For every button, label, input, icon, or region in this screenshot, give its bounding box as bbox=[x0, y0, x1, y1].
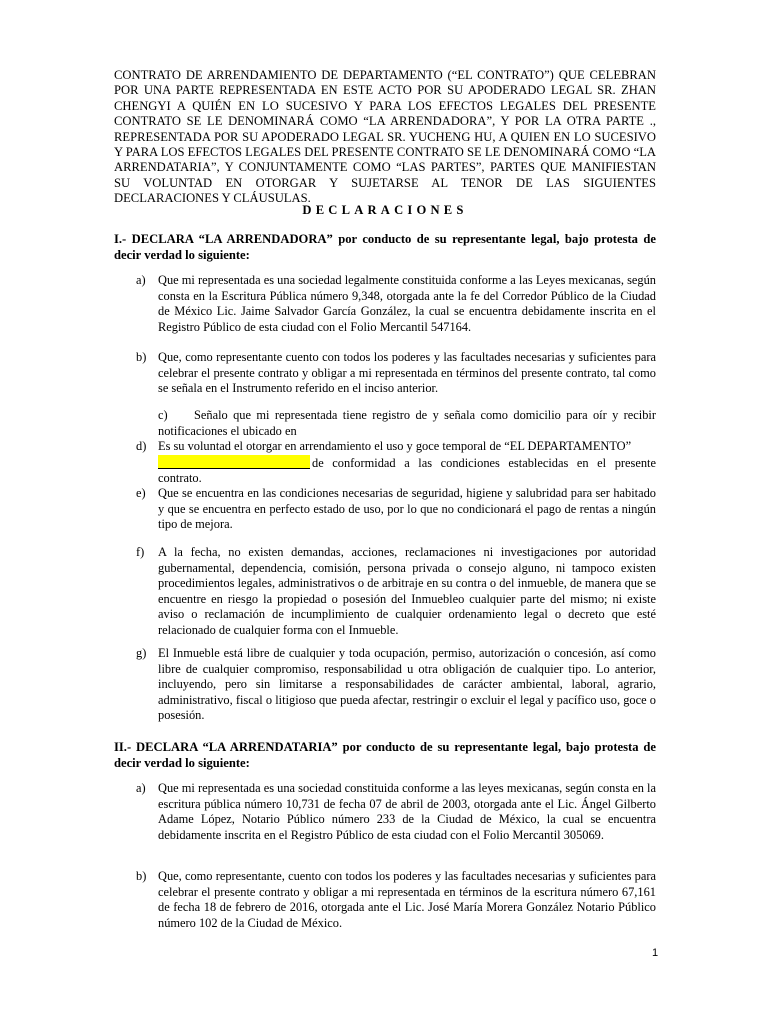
item-text: Que mi representada es una sociedad legalmente constituida conforme a las Leyes mexicanas, según consta en la Escritura Pública número 9,348, otorgada ante la fe del Corredor Público de la Ciudad de México Lic. Jaime Salvador García González, la cual se encuentra debidamente inscrita en el Registro Público de esta ciudad con el Folio Mercantil 547164. bbox=[158, 273, 656, 334]
item-label: c) bbox=[158, 408, 168, 422]
item-text: Que, como representante cuento con todos los poderes y las facultades necesarias y suficientes para celebrar el presente contrato y obligar a mi representada en términos del presente contrato, tal como se señala en el Instrumento referido en el inciso anterior. bbox=[158, 350, 656, 396]
item-text: Que mi representada es una sociedad constituida conforme a las leyes mexicanas, según consta en la escritura pública número 10,731 de fecha 07 de abril de 2003, otorgada ante el Lic. Ángel Gilberto Adame López, Notario Público número 233 de la Ciudad de México, la cual se encuentra debidamente inscrita en el Registro Público de esta ciudad con el Folio Mercantil 305069. bbox=[158, 781, 656, 842]
item-text: Que se encuentra en las condiciones necesarias de seguridad, higiene y salubridad para ser habitado y que se encuentra en perfecto estado de uso, por lo que no condicionará el pago de rentas a ningún tipo de mejora. bbox=[158, 486, 656, 532]
item-label: a) bbox=[136, 273, 146, 287]
item-label: d) bbox=[136, 439, 147, 453]
section-heading-arrendadora: I.- DECLARA “LA ARRENDADORA” por conducto de su representante legal, bajo protesta de decir verdad lo siguiente: bbox=[114, 232, 656, 262]
item-label: b) bbox=[136, 350, 147, 364]
item-text-before: Es su voluntad el otorgar en arrendamiento el uso y goce temporal de “EL DEPARTAMENTO” bbox=[158, 439, 632, 453]
item-label: a) bbox=[136, 781, 146, 795]
item-label: f) bbox=[136, 545, 145, 559]
section-title-declaraciones: DECLARACIONES bbox=[302, 203, 468, 217]
item-label: b) bbox=[136, 869, 147, 883]
item-text: Señalo que mi representada tiene registro de y señala como domicilio para oír y recibir notificaciones el ubicado en bbox=[158, 408, 656, 438]
item-text bbox=[158, 439, 656, 487]
item-label: g) bbox=[136, 646, 147, 660]
list-item bbox=[158, 408, 656, 439]
contract-intro-paragraph: CONTRATO DE ARRENDAMIENTO DE DEPARTAMENTO (“EL CONTRATO”) QUE CELEBRAN POR UNA PARTE REPRESENTADA EN ESTE ACTO POR SU APODERADO LEGAL SR. ZHAN CHENGYI A QUIÉN EN LO SUCESIVO Y PARA LOS EFECTOS LEGALES DEL PRESENTE CONTRATO SE LE DENOMINARÁ COMO “LA ARRENDADORA”, Y POR LA OTRA PARTE ., REPRESENTADA POR SU APODERADO LEGAL SR. YUCHENG HU, A QUIEN EN LO SUCESIVO Y PARA LOS EFECTOS LEGALES DEL PRESENTE CONTRATO SE LE DENOMINARÁ COMO “LA ARRENDATARIA”, Y CONJUNTAMENTE COMO “LAS PARTES”, PARTES QUE MANIFIESTAN SU VOLUNTAD EN OTORGAR Y SUJETARSE AL TENOR DE LAS SIGUIENTES DECLARACIONES Y CLÁUSULAS. bbox=[114, 68, 656, 206]
item-text: El Inmueble está libre de cualquier y toda ocupación, permiso, autorización o concesión, así como libre de cualquier compromiso, responsabilidad u otra obligación de cualquier tipo. Lo anterior, incluyendo, pero sin limitarse a responsabilidades de carácter ambiental, laboral, agrario, administrativo, fiscal o litigioso que pueda afectar, restringir o excluir el legal y pacífico uso, goce o posesión. bbox=[158, 646, 656, 723]
highlighted-blank-field bbox=[158, 455, 310, 469]
item-text: Que, como representante, cuento con todos los poderes y las facultades necesarias y suficientes para celebrar el presente contrato y obligar a mi representada en términos de la escritura número 67,161 de fecha 18 de febrero de 2016, otorgada ante el Lic. José María Morera González Notario Público número 102 de la Ciudad de México. bbox=[158, 869, 656, 930]
page-number: 1 bbox=[652, 947, 659, 959]
item-label: e) bbox=[136, 486, 146, 500]
item-text: A la fecha, no existen demandas, acciones, reclamaciones ni investigaciones por autoridad gubernamental, dependencia, comisión, persona privada o consejo alguno, ni tampoco existen procedimientos legales, administrativos o de arbitraje en su contra o del inmueble, de manera que se encuentre en riesgo la propiedad o posesión del Inmuebleo cualquier parte del mismo; ni existe aviso o reclamación de incumplimiento de cualquier ordenamiento legal o decreto que esté relacionado de cualquier forma con el Inmueble. bbox=[158, 545, 656, 637]
item-text-after: de conformidad a las condiciones establecidas en el presente contrato. bbox=[158, 455, 656, 486]
section-heading-arrendataria: II.- DECLARA “LA ARRENDATARIA” por conducto de su representante legal, bajo protesta de decir verdad lo siguiente: bbox=[114, 740, 656, 770]
